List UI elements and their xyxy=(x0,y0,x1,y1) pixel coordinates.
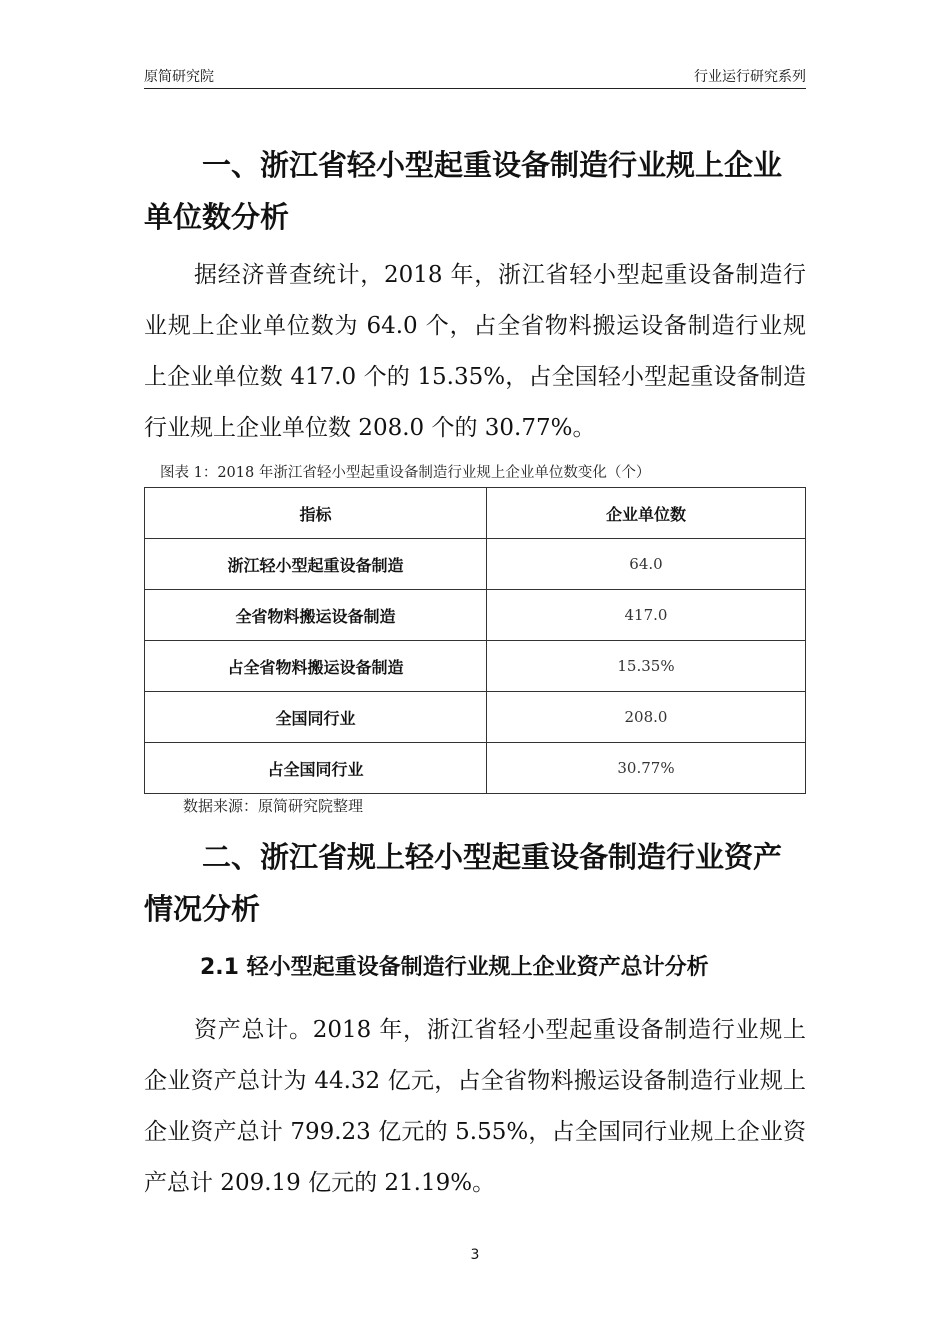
row-value: 15.35% xyxy=(487,641,806,692)
page-header xyxy=(144,66,806,89)
column-header-indicator: 指标 xyxy=(145,488,487,539)
row-label: 全国同行业 xyxy=(145,692,487,743)
row-value: 64.0 xyxy=(487,539,806,590)
table-header-row xyxy=(145,488,806,539)
table-source-note: 数据来源：原简研究院整理 xyxy=(183,797,364,815)
header-series-title: 行业运行研究系列 xyxy=(694,69,806,85)
page-number: 3 xyxy=(470,1247,480,1263)
table-row xyxy=(145,641,806,692)
enterprise-count-table xyxy=(144,487,806,794)
section-2-1-subheading: 2.1 轻小型起重设备制造行业规上企业资产总计分析 xyxy=(200,955,709,980)
row-label: 浙江轻小型起重设备制造 xyxy=(145,539,487,590)
table-row xyxy=(145,743,806,794)
section-1-heading: 一、浙江省轻小型起重设备制造行业规上企业单位数分析 xyxy=(144,148,783,234)
row-value: 208.0 xyxy=(487,692,806,743)
table-row xyxy=(145,692,806,743)
table-caption: 图表 1：2018 年浙江省轻小型起重设备制造行业规上企业单位数变化（个） xyxy=(160,465,651,481)
section-2-heading: 二、浙江省规上轻小型起重设备制造行业资产情况分析 xyxy=(144,840,783,926)
section-2-paragraph: 资产总计。2018 年，浙江省轻小型起重设备制造行业规上企业资产总计为 44.32 亿元，占全省物料搬运设备制造行业规上企业资产总计 799.23 亿元的 5.55%，占全国同行业规上企业资产总计 209.19 亿元的 21.19%。 xyxy=(144,1017,806,1196)
row-label: 全省物料搬运设备制造 xyxy=(145,590,487,641)
column-header-count: 企业单位数 xyxy=(487,488,806,539)
row-value: 30.77% xyxy=(487,743,806,794)
table-row xyxy=(145,590,806,641)
row-label: 占全国同行业 xyxy=(145,743,487,794)
section-1-paragraph: 据经济普查统计，2018 年，浙江省轻小型起重设备制造行业规上企业单位数为 64.0 个，占全省物料搬运设备制造行业规上企业单位数 417.0 个的 15.35%，占全国轻小型起重设备制造行业规上企业单位数 208.0 个的 30.77%。 xyxy=(144,262,806,441)
table-row xyxy=(145,539,806,590)
row-value: 417.0 xyxy=(487,590,806,641)
row-label: 占全省物料搬运设备制造 xyxy=(145,641,487,692)
header-org-name: 原简研究院 xyxy=(144,69,214,85)
